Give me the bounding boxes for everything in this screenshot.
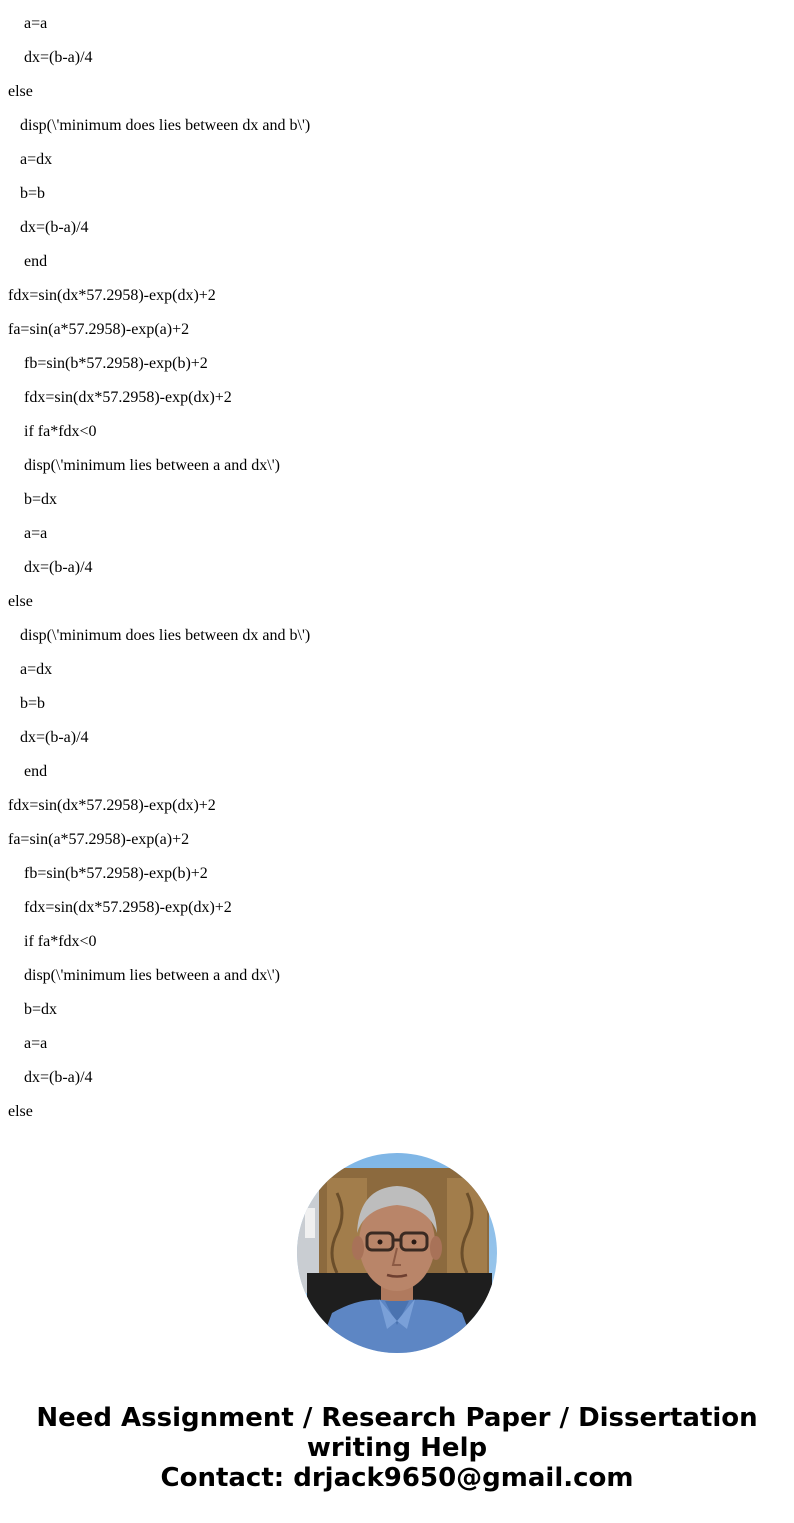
code-line: a=dx bbox=[8, 151, 53, 168]
code-line: dx=(b-a)/4 bbox=[8, 1069, 93, 1086]
author-portrait-image bbox=[297, 1153, 497, 1353]
code-line: b=dx bbox=[8, 1001, 58, 1018]
promo-headline-continued: writing Help bbox=[306, 1433, 488, 1463]
code-line: dx=(b-a)/4 bbox=[8, 559, 93, 576]
code-line: dx=(b-a)/4 bbox=[8, 219, 89, 236]
code-line: if fa*fdx<0 bbox=[8, 933, 97, 950]
code-line: b=b bbox=[8, 695, 46, 712]
code-line: b=b bbox=[8, 185, 46, 202]
code-line: disp(\'minimum lies between a and dx\') bbox=[8, 457, 280, 474]
promo-headline: Need Assignment / Research Paper / Dissertation bbox=[36, 1403, 758, 1433]
code-line: end bbox=[8, 253, 48, 270]
code-line: disp(\'minimum does lies between dx and b\') bbox=[8, 627, 311, 644]
promo-contact: Contact: drjack9650@gmail.com bbox=[160, 1463, 634, 1493]
code-line: fdx=sin(dx*57.2958)-exp(dx)+2 bbox=[8, 287, 216, 304]
code-listing bbox=[8, 13, 768, 1135]
code-line: dx=(b-a)/4 bbox=[8, 729, 89, 746]
code-line: fdx=sin(dx*57.2958)-exp(dx)+2 bbox=[8, 797, 216, 814]
code-line: dx=(b-a)/4 bbox=[8, 49, 93, 66]
code-line: fdx=sin(dx*57.2958)-exp(dx)+2 bbox=[8, 389, 232, 406]
code-line: fdx=sin(dx*57.2958)-exp(dx)+2 bbox=[8, 899, 232, 916]
code-line: a=a bbox=[8, 15, 48, 32]
code-line: if fa*fdx<0 bbox=[8, 423, 97, 440]
code-line: fa=sin(a*57.2958)-exp(a)+2 bbox=[8, 831, 190, 848]
code-line: fb=sin(b*57.2958)-exp(b)+2 bbox=[8, 865, 208, 882]
author-photo bbox=[297, 1153, 497, 1353]
promo-banner bbox=[0, 1403, 794, 1493]
code-line: fb=sin(b*57.2958)-exp(b)+2 bbox=[8, 355, 208, 372]
code-line: else bbox=[8, 1103, 33, 1120]
code-line: disp(\'minimum does lies between dx and b\') bbox=[8, 117, 311, 134]
code-line: else bbox=[8, 593, 33, 610]
code-line: a=dx bbox=[8, 661, 53, 678]
code-line: end bbox=[8, 763, 48, 780]
code-line: b=dx bbox=[8, 491, 58, 508]
code-line: a=a bbox=[8, 525, 48, 542]
code-line: disp(\'minimum lies between a and dx\') bbox=[8, 967, 280, 984]
code-line: else bbox=[8, 83, 33, 100]
code-line: a=a bbox=[8, 1035, 48, 1052]
code-line: fa=sin(a*57.2958)-exp(a)+2 bbox=[8, 321, 190, 338]
